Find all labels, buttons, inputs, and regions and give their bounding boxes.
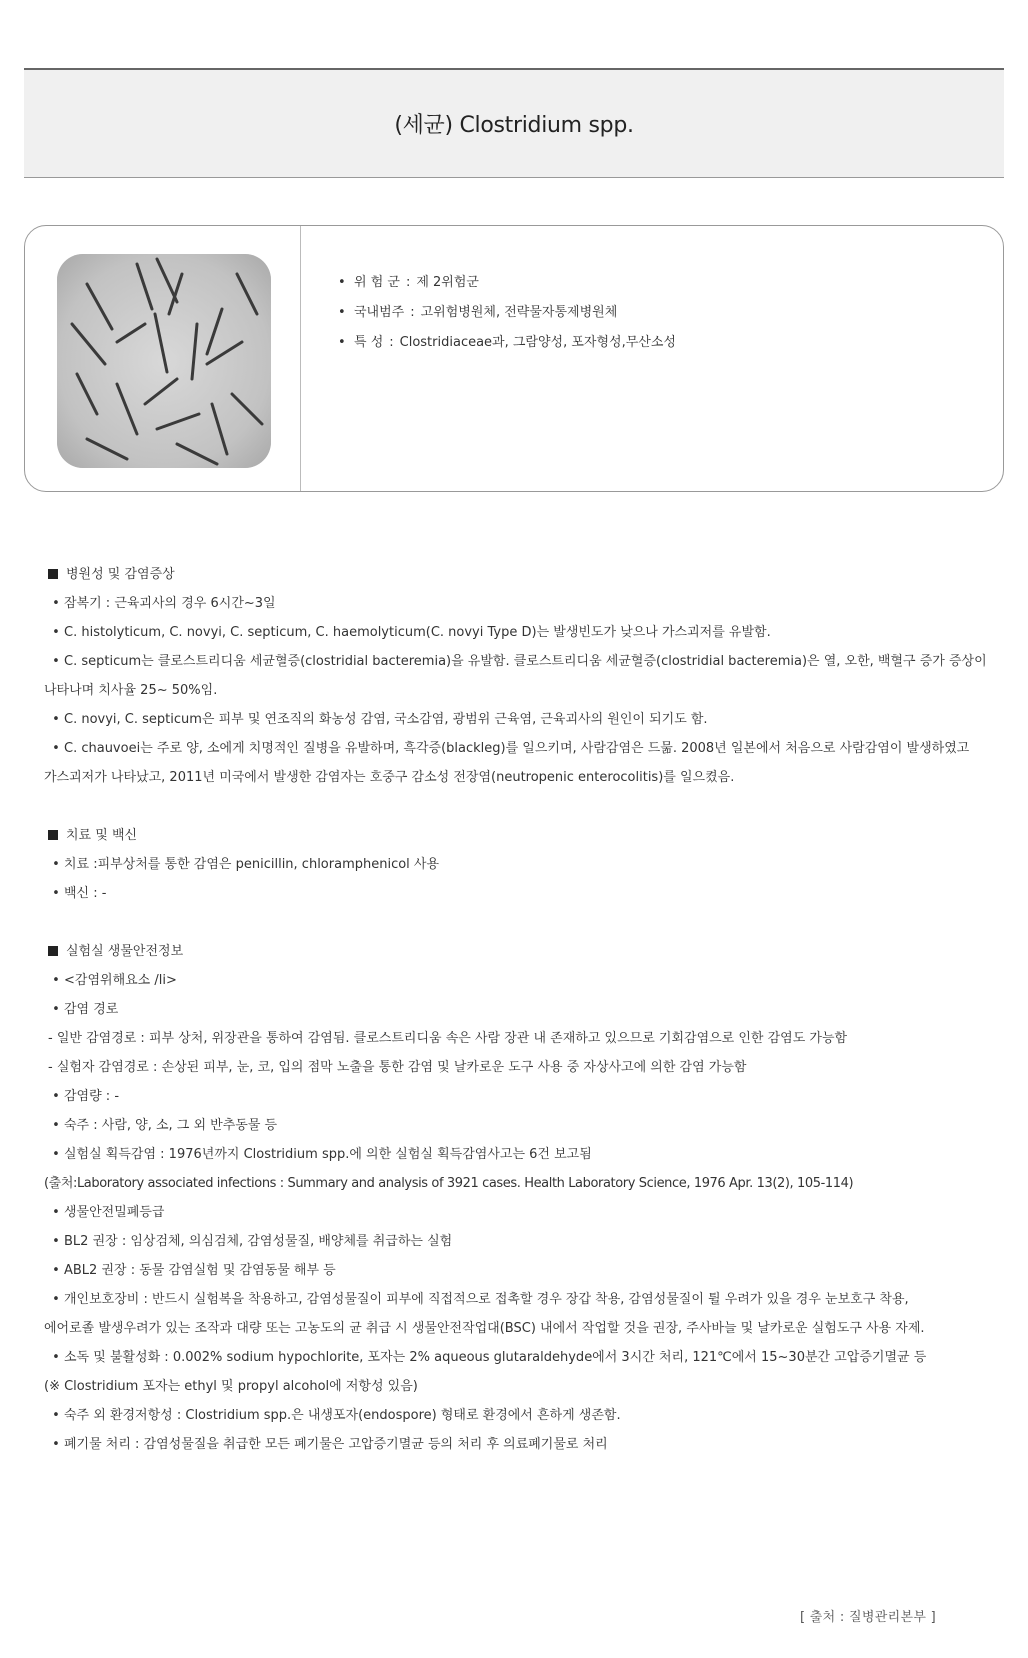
list-item: • C. chauvoei는 주로 양, 소에게 치명적인 질병을 유발하며, 흑각증(blackleg)를 일으키며, 사람감염은 드묾. 2008년 일본에서 처음으로 사람감염이 발생하였고 [52,741,970,756]
list-item: • 소독 및 불활성화 : 0.002% sodium hypochlorite, 포자는 2% aqueous glutaraldehyde에서 3시간 처리, 121℃에서 15~30분간 고압증기멸균 등 [52,1350,927,1365]
card-divider [300,226,301,491]
list-item: • 잠복기 : 근육괴사의 경우 6시간~3일 [52,596,276,611]
list-item: • C. septicum는 클로스트리디움 세균혈증(clostridial bacteremia)을 유발함. 클로스트리디움 세균혈증(clostridial bacteremia)은 열, 오한, 백혈구 증가 증상이 [52,654,987,669]
fact-list [338,268,676,358]
list-item: • 감염 경로 [52,1002,119,1017]
list-item: • 치료 :피부상처를 통한 감염은 penicillin, chloramphenicol 사용 [52,857,440,872]
list-subitem: - 일반 감염경로 : 피부 상처, 위장관을 통하여 감염됨. 클로스트리디움 속은 사람 장관 내 존재하고 있으므로 기회감염으로 인한 감염도 가능함 [48,1031,848,1046]
list-item-continuation: 가스괴저가 나타났고, 2011년 미국에서 발생한 감염자는 호중구 감소성 전장염(neutropenic enterocolitis)를 일으켰음. [44,770,735,785]
list-item-continuation: 에어로졸 발생우려가 있는 조작과 대량 또는 고농도의 균 취급 시 생물안전작업대(BSC) 내에서 작업할 것을 권장, 주사바늘 및 날카로운 실험도구 사용 자제. [44,1321,925,1336]
list-item: • 개인보호장비 : 반드시 실험복을 착용하고, 감염성물질이 피부에 직접적으로 접촉할 경우 장갑 착용, 감염성물질이 튈 우려가 있을 경우 눈보호구 착용, [52,1292,909,1307]
square-bullet-icon [48,946,58,956]
list-item: • ABL2 권장 : 동물 감염실험 및 감염동물 해부 등 [52,1263,336,1278]
fact-characteristics: • 특 성 : Clostridiaceae과, 그람양성, 포자형성,무산소성 [338,335,676,350]
page-title: (세균) Clostridium spp. [394,113,634,138]
fact-risk-group: • 위 험 군 : 제 2위험군 [338,275,479,290]
square-bullet-icon [48,569,58,579]
bacteria-micrograph [57,254,271,468]
section-heading-biosafety: 실험실 생물안전정보 [44,937,989,966]
list-item: • C. histolyticum, C. novyi, C. septicum, C. haemolyticum(C. novyi Type D)는 발생빈도가 낮으나 가스괴저를 유발함. [52,625,771,640]
citation-line: (출처:Laboratory associated infections : Summary and analysis of 3921 cases. Health Laboratory Science, 1976 Apr. 13(2), 105-114) [44,1176,854,1191]
section-heading-treatment: 치료 및 백신 [44,821,989,850]
list-item: • 숙주 외 환경저항성 : Clostridium spp.은 내생포자(endospore) 형태로 환경에서 흔하게 생존함. [52,1408,621,1423]
fact-domestic-category: • 국내범주 : 고위험병원체, 전략물자통제병원체 [338,305,618,320]
list-item: • <감염위해요소 /li> [52,973,177,988]
content-body [44,560,989,1459]
micrograph-image [57,254,271,468]
list-subitem: - 실험자 감염경로 : 손상된 피부, 눈, 코, 입의 점막 노출을 통한 감염 및 날카로운 도구 사용 중 자상사고에 의한 감염 가능함 [48,1060,747,1075]
title-banner [24,68,1004,178]
list-item: • 생물안전밀폐등급 [52,1205,165,1220]
square-bullet-icon [48,830,58,840]
section-heading-pathogenicity: 병원성 및 감염증상 [44,560,989,589]
info-card [24,225,1004,492]
list-item: • 실험실 획득감염 : 1976년까지 Clostridium spp.에 의한 실험실 획득감염사고는 6건 보고됨 [52,1147,592,1162]
list-item: • 백신 : - [52,886,107,901]
list-item: • BL2 권장 : 임상검체, 의심검체, 감염성물질, 배양체를 취급하는 실험 [52,1234,453,1249]
note-line: (※ Clostridium 포자는 ethyl 및 propyl alcohol에 저항성 있음) [44,1379,418,1394]
list-item: • C. novyi, C. septicum은 피부 및 연조직의 화농성 감염, 국소감염, 광범위 근육염, 근육괴사의 원인이 되기도 함. [52,712,708,727]
list-item: • 감염량 : - [52,1089,120,1104]
list-item: • 폐기물 처리 : 감염성물질을 취급한 모든 폐기물은 고압증기멸균 등의 처리 후 의료폐기물로 처리 [52,1437,608,1452]
list-item: • 숙주 : 사람, 양, 소, 그 외 반추동물 등 [52,1118,278,1133]
source-credit: [ 출처 : 질병관리본부 ] [799,1610,936,1625]
list-item-continuation: 나타나며 치사율 25~ 50%임. [44,683,218,698]
